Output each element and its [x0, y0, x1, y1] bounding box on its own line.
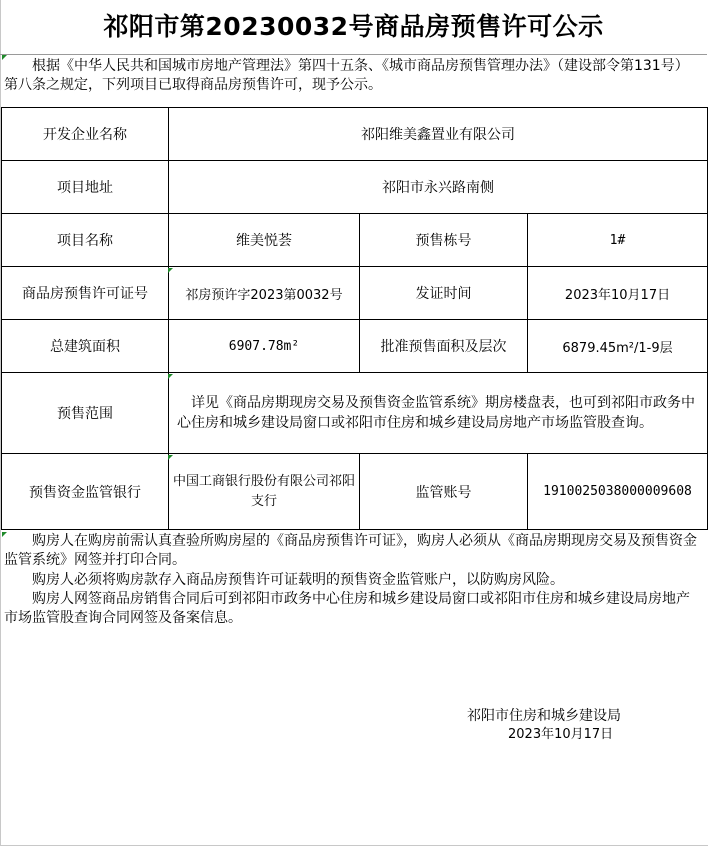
table-row: [2, 214, 708, 267]
table-row: [2, 373, 708, 454]
issue-date-label: 发证时间: [360, 267, 528, 320]
table-row: [2, 108, 708, 161]
cell-marker-icon: [168, 268, 173, 273]
bank-value: 中国工商银行股份有限公司祁阳支行: [169, 454, 360, 530]
approved-area-label: 批准预售面积及层次: [360, 320, 528, 373]
total-area-label: 总建筑面积: [2, 320, 169, 373]
building-value: 1#: [528, 214, 708, 267]
scope-label: 预售范围: [2, 373, 169, 454]
issue-date: 2023年10月17日: [508, 727, 614, 742]
permit-label: 商品房预售许可证号: [2, 267, 169, 320]
notice-paragraph: 购房人必须将购房款存入商品房预售许可证载明的预售资金监管账户，以防购房风险。: [32, 572, 564, 588]
issue-date-value: 2023年10月17日: [528, 267, 708, 320]
cell-marker-icon: [168, 455, 173, 460]
permit-value: 祁房预许字2023第0032号: [169, 267, 360, 320]
project-name-label: 项目名称: [2, 214, 169, 267]
issuer-name: 祁阳市住房和城乡建设局: [467, 708, 621, 724]
table-row: [2, 320, 708, 373]
developer-value: 祁阳维美鑫置业有限公司: [169, 108, 708, 161]
page-title: 祁阳市第20230032号商品房预售许可公示: [0, 0, 707, 55]
approved-area-value: 6879.45m²/1-9层: [528, 320, 708, 373]
intro-paragraph: 根据《中华人民共和国城市房地产管理法》第四十五条、《城市商品房预售管理办法》（建设部令第131号）第八条之规定，下列项目已取得商品房预售许可，现予公示。: [4, 58, 689, 93]
address-value: 祁阳市永兴路南侧: [169, 161, 708, 214]
table-row: [2, 161, 708, 214]
table-row: [2, 454, 708, 530]
project-name-value: 维美悦荟: [169, 214, 360, 267]
account-label: 监管账号: [360, 454, 528, 530]
scope-value: 详见《商品房期现房交易及预售资金监管系统》期房楼盘表，也可到祁阳市政务中心住房和城乡建设局窗口或祁阳市住房和城乡建设局房地产市场监管股查询。: [169, 373, 708, 454]
notice-paragraph: 购房人网签商品房销售合同后可到祁阳市政务中心住房和城乡建设局窗口或祁阳市住房和城乡建设局房地产市场监管股查询合同网签及备案信息。: [4, 591, 690, 626]
account-value: 1910025038000009608: [528, 454, 708, 530]
total-area-value: 6907.78m²: [169, 320, 360, 373]
bank-label: 预售资金监管银行: [2, 454, 169, 530]
address-label: 项目地址: [2, 161, 169, 214]
notice-paragraph: 购房人在购房前需认真查验所购房屋的《商品房预售许可证》，购房人必须从《商品房期现房交易及预售资金监管系统》网签并打印合同。: [4, 533, 697, 568]
table-row: [2, 267, 708, 320]
permit-table: [1, 107, 708, 530]
building-label: 预售栋号: [360, 214, 528, 267]
developer-label: 开发企业名称: [2, 108, 169, 161]
cell-marker-icon: [168, 374, 173, 379]
